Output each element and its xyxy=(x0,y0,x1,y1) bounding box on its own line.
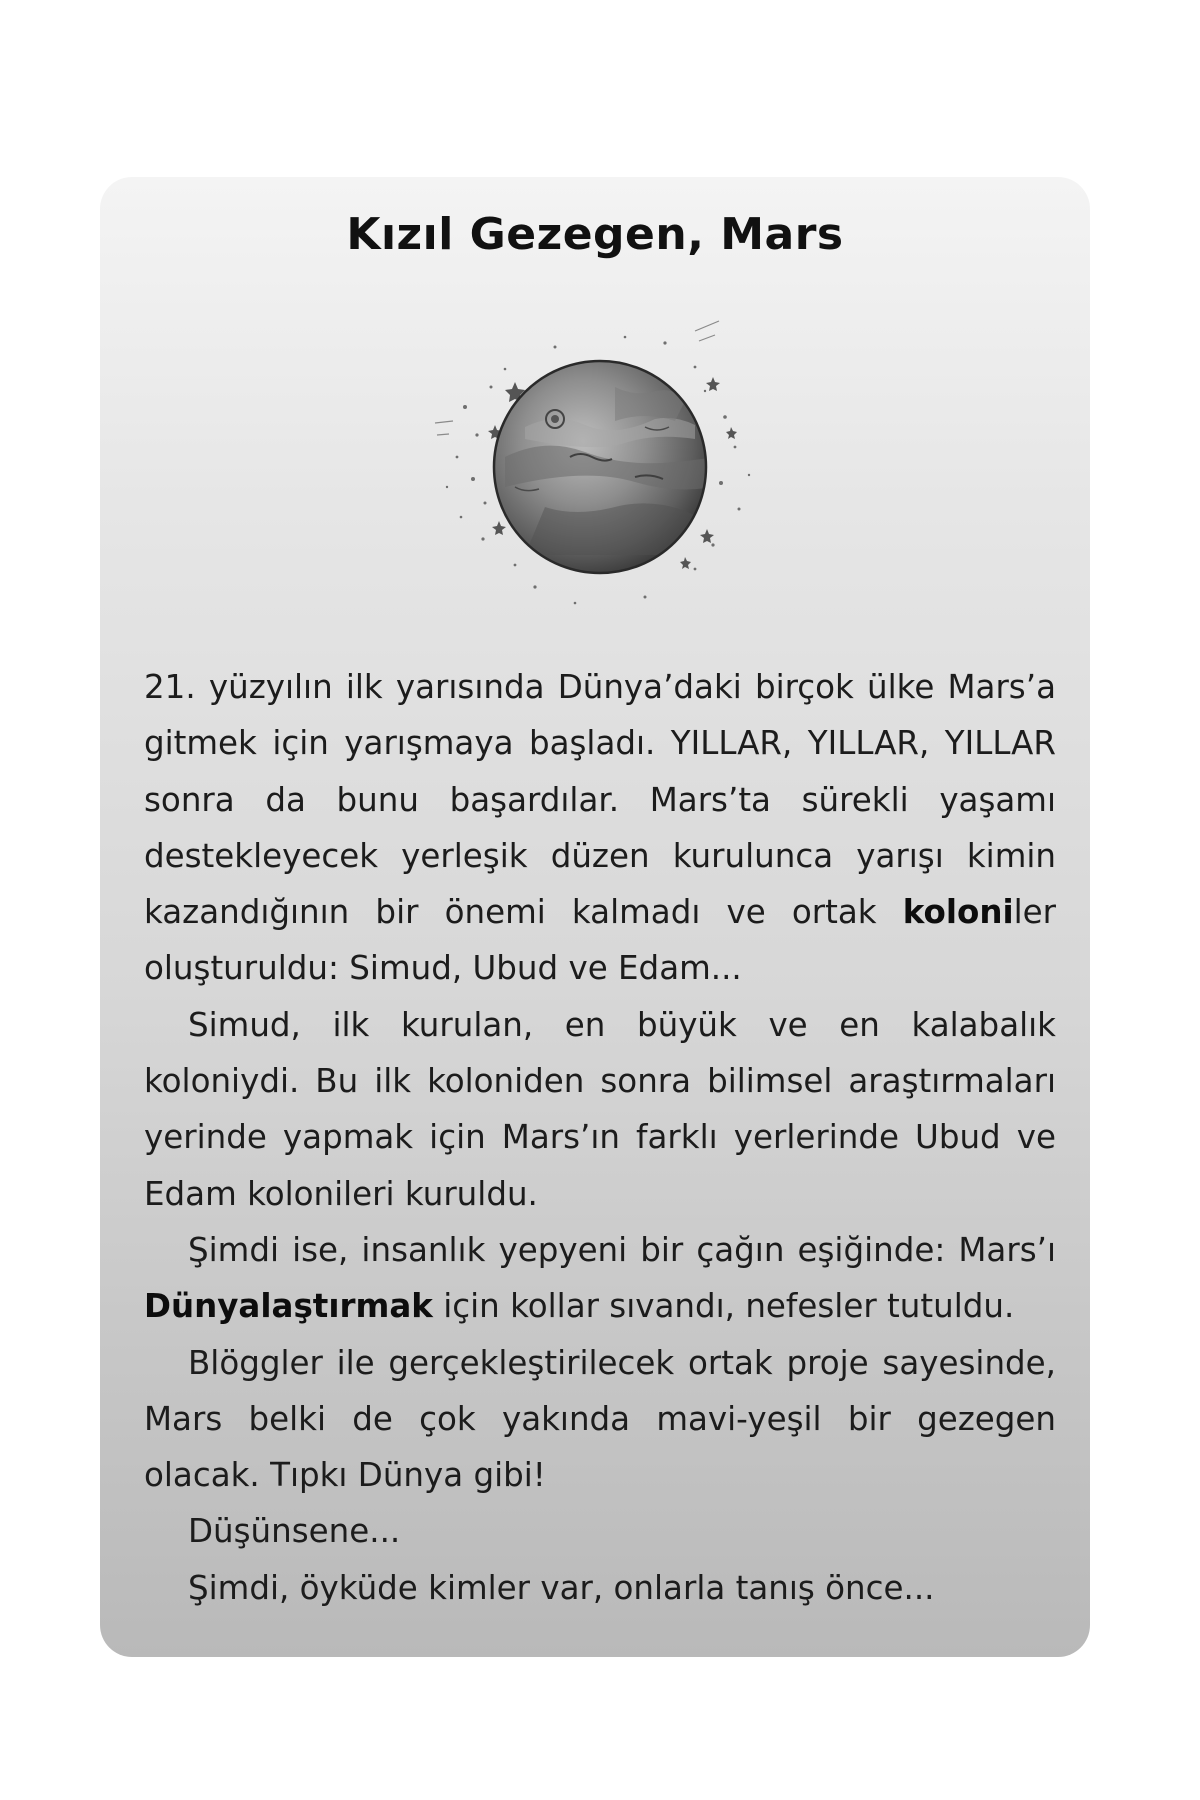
paragraph-6-text: Şimdi, öyküde kimler var, onlarla tanış önce... xyxy=(188,1568,935,1607)
mars-planet-icon xyxy=(395,307,795,627)
paragraph-5-text: Düşünsene... xyxy=(188,1512,401,1551)
bold-term-koloni: koloni xyxy=(902,893,1014,932)
paragraph-5 xyxy=(144,1503,1056,1559)
paragraph-3-text: Şimdi ise, insanlık yepyeni bir çağın eşiğinde: Mars’ı xyxy=(188,1230,1056,1269)
paragraph-3-text-end: için kollar sıvandı, nefesler tutuldu. xyxy=(432,1287,1015,1326)
planet-illustration xyxy=(395,307,795,627)
paragraph-1-text-end: ler oluşturuldu: Simud, Ubud ve Edam... xyxy=(144,893,1056,988)
paragraph-3 xyxy=(144,1222,1056,1335)
paragraph-2 xyxy=(144,997,1056,1222)
story-text xyxy=(144,659,1056,1616)
story-card xyxy=(100,177,1090,1657)
paragraph-4 xyxy=(144,1335,1056,1504)
paragraph-1 xyxy=(144,659,1056,997)
paragraph-6 xyxy=(144,1560,1056,1616)
paragraph-2-text: Simud, ilk kurulan, en büyük ve en kalabalık koloniydi. Bu ilk koloniden sonra bilimsel araştırmaları yerinde yapmak için Mars’ın farklı yerlerinde Ubud ve Edam kolonileri kuruldu. xyxy=(144,1005,1056,1213)
paragraph-4-text: Blöggler ile gerçekleştirilecek ortak proje sayesinde, Mars belki de çok yakında mavi-yeşil bir gezegen olacak. Tıpkı Dünya gibi! xyxy=(144,1343,1056,1495)
paragraph-1-text: 21. yüzyılın ilk yarısında Dünya’daki birçok ülke Mars’a gitmek için yarışmaya başladı. YILLAR, YILLAR, YILLAR sonra da bunu başardılar. Mars’ta sürekli yaşamı destekleyecek yerleşik düzen kurulunca yarışı kimin kazandığının bir önemi kalmadı ve ortak xyxy=(144,668,1056,932)
page-title: Kızıl Gezegen, Mars xyxy=(346,209,844,260)
bold-term-dunyalastirmak: Dünyalaştırmak xyxy=(144,1287,433,1326)
